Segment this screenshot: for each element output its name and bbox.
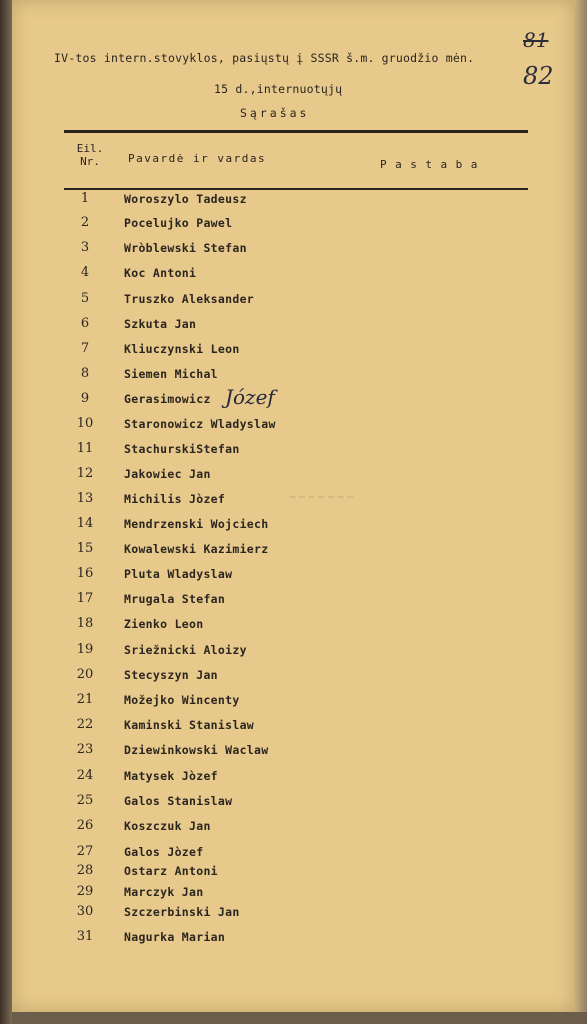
row-name: Možejko Wincenty xyxy=(124,693,240,707)
list-row xyxy=(60,466,530,493)
row-name: Gerasimowicz xyxy=(124,392,211,406)
list-row xyxy=(60,642,530,669)
list-row xyxy=(60,416,530,443)
row-number: 18 xyxy=(76,616,94,631)
list-row xyxy=(60,818,530,845)
list-row xyxy=(60,616,530,643)
row-name: Dziewinkowski Waclaw xyxy=(124,743,269,757)
row-name: Kliuczynski Leon xyxy=(124,342,240,356)
row-name: Wròblewski Stefan xyxy=(124,241,247,255)
row-name: Kowalewski Kazimierz xyxy=(124,542,269,556)
row-number: 9 xyxy=(80,391,90,406)
list-row xyxy=(60,316,530,343)
row-name: StachurskiStefan xyxy=(124,442,240,456)
list-title: Sąrašas xyxy=(240,106,310,120)
row-name: Nagurka Marian xyxy=(124,930,226,944)
list-row xyxy=(60,491,530,518)
row-name: Matysek Jòzef xyxy=(124,769,218,783)
list-row xyxy=(60,768,530,795)
list-row xyxy=(60,191,530,218)
row-number: 31 xyxy=(76,929,94,944)
row-number: 4 xyxy=(80,265,90,280)
row-name: Jakowiec Jan xyxy=(124,467,211,481)
row-number: 8 xyxy=(80,366,90,381)
row-number: 30 xyxy=(76,904,94,919)
list-row xyxy=(60,929,530,956)
row-name: Pocelujko Pawel xyxy=(124,216,233,230)
list-row xyxy=(60,265,530,292)
row-number: 13 xyxy=(76,491,94,506)
column-header-name: Pavardė ir vardas xyxy=(128,152,267,165)
list-row xyxy=(60,366,530,393)
row-number: 23 xyxy=(76,742,94,757)
row-number: 2 xyxy=(80,215,90,230)
row-number: 1 xyxy=(80,191,90,206)
row-name: Kaminski Stanislaw xyxy=(124,718,255,732)
row-number: 21 xyxy=(76,692,94,707)
list-row xyxy=(60,516,530,543)
row-number: 5 xyxy=(80,291,90,306)
book-binding xyxy=(0,0,12,1024)
row-name: Ostarz Antoni xyxy=(124,864,218,878)
faint-stamp-mark: ▭ ▭ ▭ ▭ ▭ ▭ ▭ xyxy=(290,492,353,501)
row-name: Staronowicz Wladyslaw xyxy=(124,417,276,431)
row-name: Szkuta Jan xyxy=(124,317,197,331)
row-number: 27 xyxy=(76,844,94,859)
row-name: Mrugala Stefan xyxy=(124,592,226,606)
row-number: 12 xyxy=(76,466,94,481)
row-number: 28 xyxy=(76,863,94,878)
row-name: Mendrzenski Wojciech xyxy=(124,517,269,531)
header-line-2: 15 d.,internuotųjų xyxy=(214,82,343,96)
row-number: 16 xyxy=(76,566,94,581)
row-number: 10 xyxy=(76,416,94,431)
row-number: 29 xyxy=(76,884,94,899)
row-number: 22 xyxy=(76,717,94,732)
list-row xyxy=(60,742,530,769)
row-name: Truszko Aleksander xyxy=(124,292,255,306)
column-header-nr: Eil. Nr. xyxy=(76,142,104,168)
row-number: 17 xyxy=(76,591,94,606)
folio-number: 82 xyxy=(523,62,554,90)
header-rule-bottom xyxy=(64,188,528,190)
handwritten-first-name: Józef xyxy=(225,385,275,409)
row-number: 24 xyxy=(76,768,94,783)
row-name: Galos Stanislaw xyxy=(124,794,233,808)
list-row xyxy=(60,215,530,242)
list-row xyxy=(60,441,530,468)
row-number: 7 xyxy=(80,341,90,356)
page-edge xyxy=(574,0,587,1012)
list-row xyxy=(60,667,530,694)
list-row xyxy=(60,341,530,368)
folio-struck-number: 81 xyxy=(523,28,549,52)
header-rule-top xyxy=(64,130,528,133)
row-number: 26 xyxy=(76,818,94,833)
row-name: Siemen Michal xyxy=(124,367,218,381)
row-name: Pluta Wladyslaw xyxy=(124,567,233,581)
list-row xyxy=(60,240,530,267)
row-name: Marczyk Jan xyxy=(124,885,204,899)
list-row xyxy=(60,541,530,568)
row-number: 11 xyxy=(76,441,94,456)
row-number: 6 xyxy=(80,316,90,331)
list-row xyxy=(60,904,530,931)
row-number: 15 xyxy=(76,541,94,556)
list-row xyxy=(60,385,530,418)
row-number: 14 xyxy=(76,516,94,531)
row-name: Szczerbinski Jan xyxy=(124,905,240,919)
list-row xyxy=(60,566,530,593)
row-name: Michilis Jòzef xyxy=(124,492,226,506)
row-number: 3 xyxy=(80,240,90,255)
row-name: Koc Antoni xyxy=(124,266,197,280)
row-number: 19 xyxy=(76,642,94,657)
page-bottom-edge xyxy=(12,1012,587,1024)
row-number: 20 xyxy=(76,667,94,682)
row-name: Zienko Leon xyxy=(124,617,204,631)
row-name: Woroszylo Tadeusz xyxy=(124,192,247,206)
row-name: Stecyszyn Jan xyxy=(124,668,218,682)
column-header-note: Pastaba xyxy=(380,158,486,171)
list-row xyxy=(60,717,530,744)
list-row xyxy=(60,591,530,618)
row-name: Galos Jòzef xyxy=(124,845,204,859)
row-number: 25 xyxy=(76,793,94,808)
list-row xyxy=(60,291,530,318)
list-row xyxy=(60,692,530,719)
list-row xyxy=(60,793,530,820)
row-name: Koszczuk Jan xyxy=(124,819,211,833)
header-line-1: IV-tos intern.stovyklos, pasiųstų į SSSR š.m. gruodžio mėn. xyxy=(54,51,475,65)
row-name: Sriežnicki Aloizy xyxy=(124,643,247,657)
